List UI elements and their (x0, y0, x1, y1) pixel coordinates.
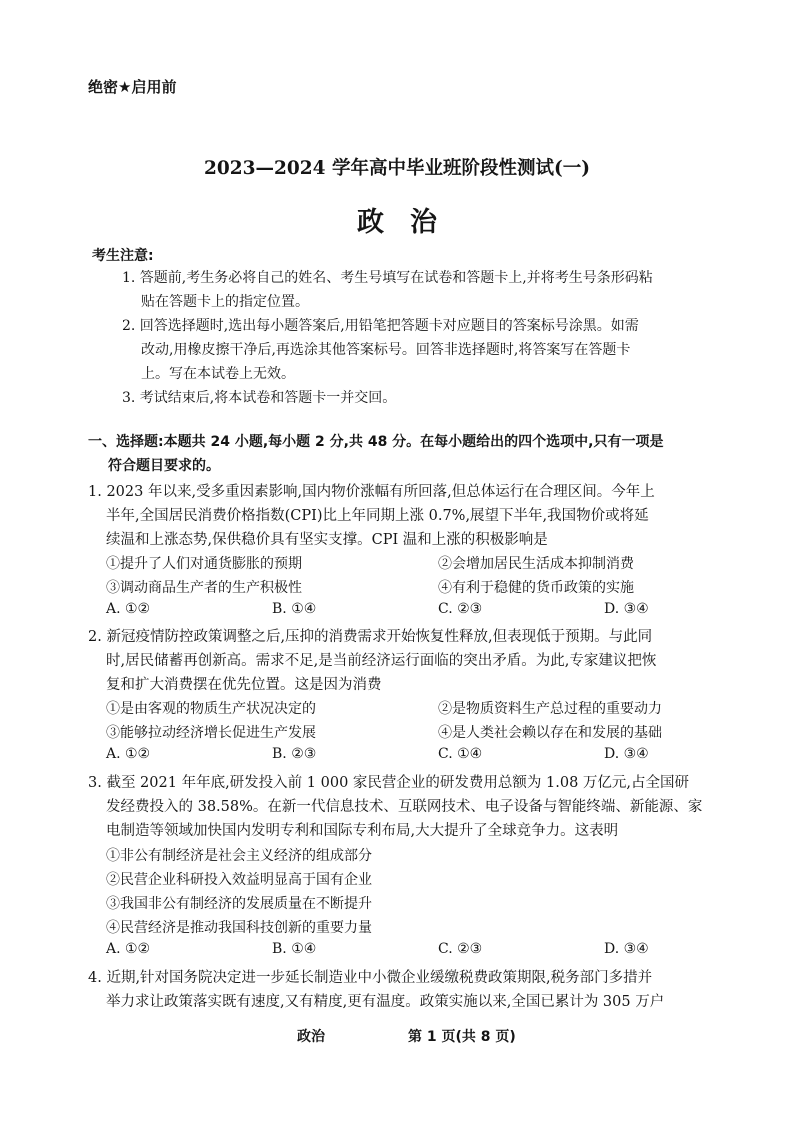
footer-subject: 政治 (297, 1029, 325, 1045)
exam-title: 2023—2024 学年高中毕业班阶段性测试(一) (204, 158, 590, 179)
notice-line: 上。写在本试卷上无效。 (141, 366, 295, 382)
section-heading-cont: 符合题目要求的。 (108, 458, 220, 474)
notice-line: 1. 答题前,考生务必将自己的姓名、考生号填写在试卷和答题卡上,并将考生号条形码粘 (122, 270, 653, 286)
question-3-stem: 发经费投入的 38.58%。在新一代信息技术、互联网技术、电子设备与智能终端、新能源、家 (106, 799, 703, 815)
question-1-choice-a: A. ①② (106, 601, 151, 617)
footer-page-number: 第 1 页(共 8 页) (408, 1029, 516, 1045)
question-2-item: ①是由客观的物质生产状况决定的 (106, 701, 316, 717)
question-3-choice-b: B. ①④ (272, 941, 317, 957)
question-1-choice-b: B. ①④ (272, 601, 317, 617)
question-1-choice-d: D. ③④ (604, 601, 649, 617)
question-2-stem: 复和扩大消费摆在优先位置。这是因为消费 (106, 677, 382, 693)
question-3-item: ①非公有制经济是社会主义经济的组成部分 (106, 848, 372, 864)
question-3-choice-c: C. ②③ (438, 941, 483, 957)
question-1-stem: 1. 2023 年以来,受多重因素影响,国内物价涨幅有所回落,但总体运行在合理区间。今年上 (88, 484, 655, 500)
notice-line: 3. 考试结束后,将本试卷和答题卡一并交回。 (122, 390, 397, 406)
question-1-stem: 半年,全国居民消费价格指数(CPI)比上年同期上涨 0.7%,展望下半年,我国物价或将延 (106, 508, 649, 524)
question-4-stem: 4. 近期,针对国务院决定进一步延长制造业中小微企业缓缴税费政策期限,税务部门多措并 (88, 970, 653, 986)
section-heading: 一、选择题:本题共 24 小题,每小题 2 分,共 48 分。在每小题给出的四个选项中,只有一项是 (88, 434, 664, 450)
question-1-item: ①提升了人们对通货膨胀的预期 (106, 556, 302, 572)
question-1-stem: 续温和上涨态势,保供稳价具有坚实支撑。CPI 温和上涨的积极影响是 (106, 532, 548, 548)
question-2-choice-c: C. ①④ (438, 746, 483, 762)
notice-heading: 考生注意: (92, 248, 154, 264)
question-2-choice-b: B. ②③ (272, 746, 317, 762)
confidential-mark: 绝密★启用前 (88, 78, 177, 96)
notice-line: 改动,用橡皮擦干净后,再选涂其他答案标号。回答非选择题时,将答案写在答题卡 (141, 342, 631, 358)
question-3-item: ④民营经济是推动我国科技创新的重要力量 (106, 920, 372, 936)
question-1-item: ③调动商品生产者的生产积极性 (106, 580, 302, 596)
question-3-item: ③我国非公有制经济的发展质量在不断提升 (106, 896, 372, 912)
question-1-item: ④有利于稳健的货币政策的实施 (438, 580, 634, 596)
question-3-stem: 3. 截至 2021 年年底,研发投入前 1 000 家民营企业的研发费用总额为 1.08 万亿元,占全国研 (88, 775, 690, 791)
question-2-stem: 时,居民储蓄再创新高。需求不足,是当前经济运行面临的突出矛盾。为此,专家建议把恢 (106, 653, 657, 669)
notice-line: 2. 回答选择题时,选出每小题答案后,用铅笔把答题卡对应题目的答案标号涂黑。如需 (122, 318, 639, 334)
question-3-item: ②民营企业科研投入效益明显高于国有企业 (106, 872, 372, 888)
question-3-choice-a: A. ①② (106, 941, 151, 957)
question-4-stem: 举力求让政策落实既有速度,又有精度,更有温度。政策实施以来,全国已累计为 305 万户 (106, 994, 665, 1010)
question-2-choice-a: A. ①② (106, 746, 151, 762)
subject-title: 政治 (357, 207, 463, 238)
question-2-item: ③能够拉动经济增长促进生产发展 (106, 725, 316, 741)
notice-line: 贴在答题卡上的指定位置。 (141, 294, 309, 310)
question-2-item: ②是物质资料生产总过程的重要动力 (438, 701, 662, 717)
question-2-choice-d: D. ③④ (604, 746, 649, 762)
question-1-item: ②会增加居民生活成本抑制消费 (438, 556, 634, 572)
question-2-item: ④是人类社会赖以存在和发展的基础 (438, 725, 662, 741)
question-2-stem: 2. 新冠疫情防控政策调整之后,压抑的消费需求开始恢复性释放,但表现低于预期。与此同 (88, 629, 653, 645)
question-1-choice-c: C. ②③ (438, 601, 483, 617)
question-3-choice-d: D. ③④ (604, 941, 649, 957)
question-3-stem: 电制造等领域加快国内发明专利和国际专利布局,大大提升了全球竞争力。这表明 (106, 823, 619, 839)
